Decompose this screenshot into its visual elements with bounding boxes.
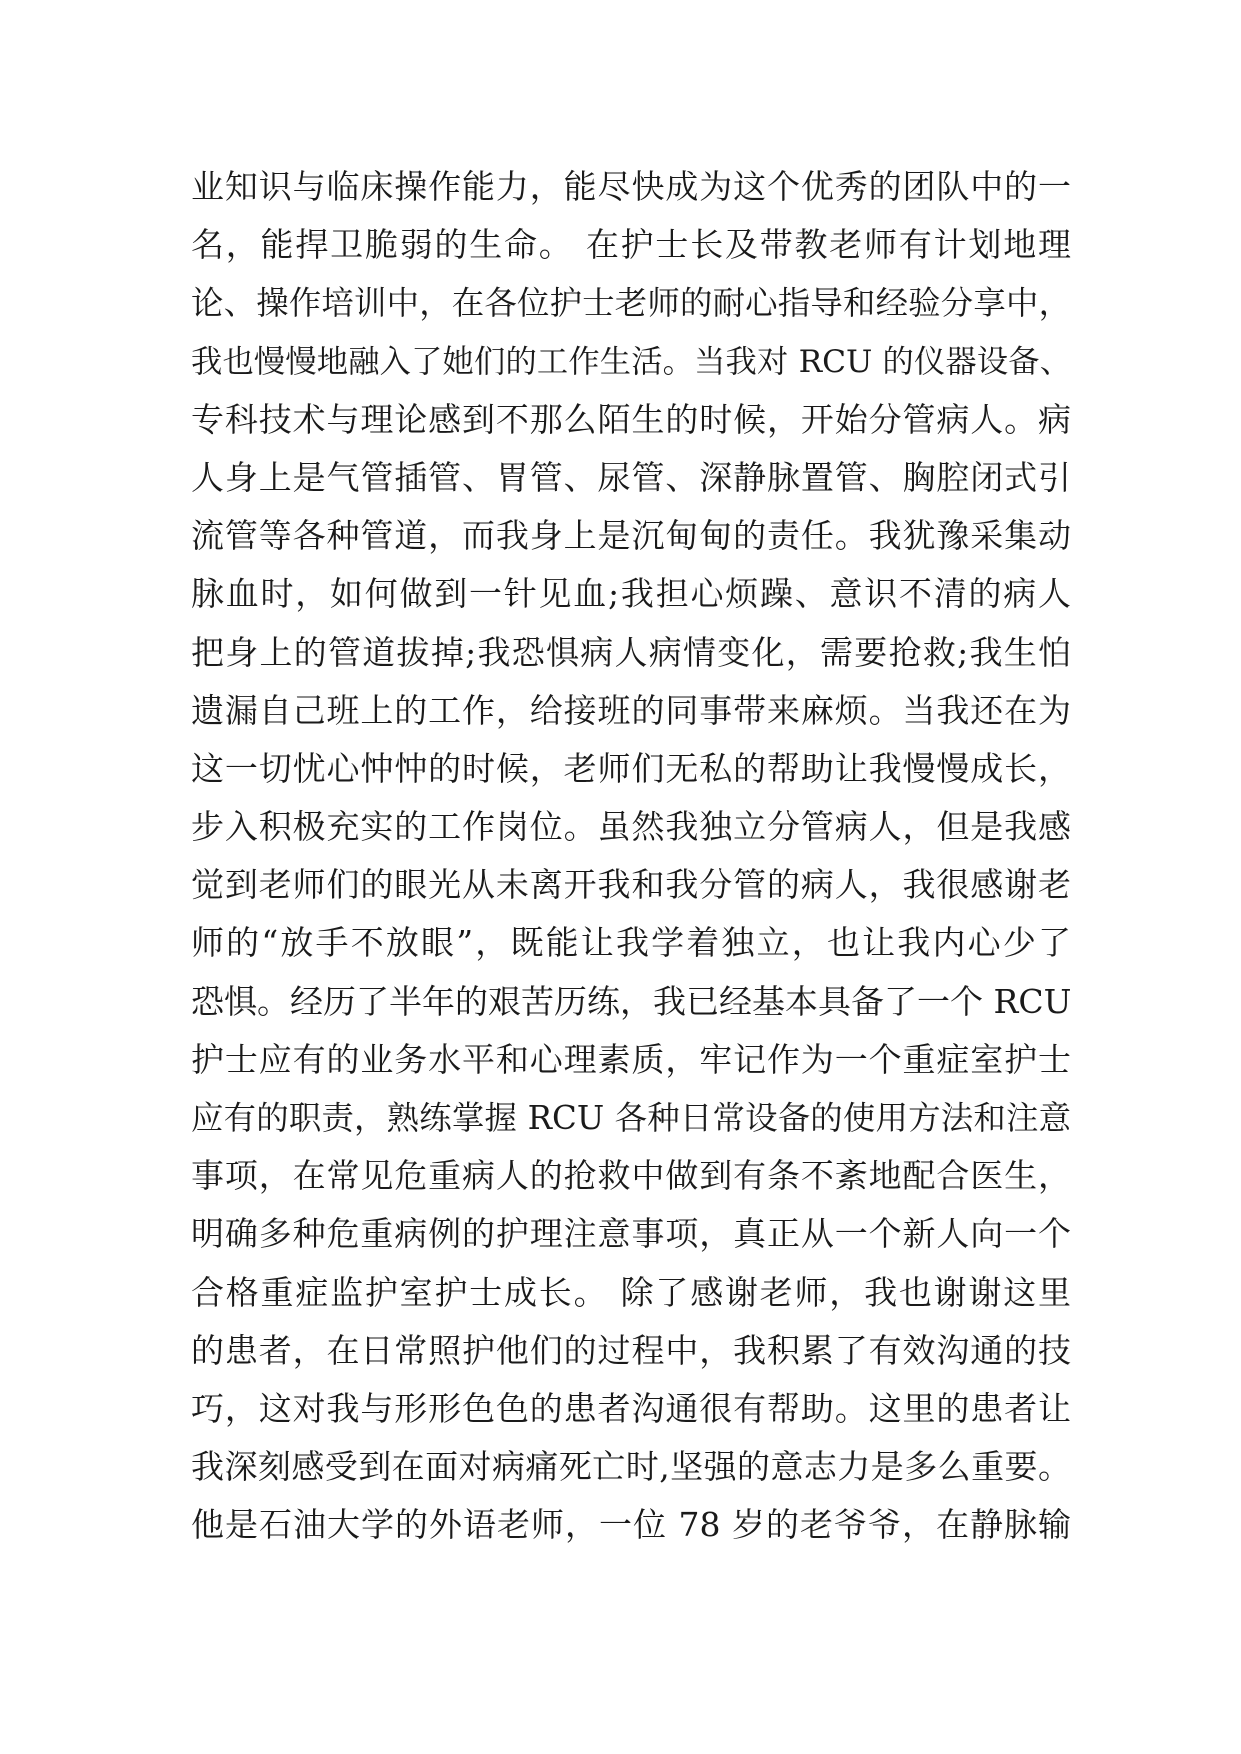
text-line: 的患者，在日常照护他们的过程中，我积累了有效沟通的技 [191, 1330, 1071, 1370]
text-line: 脉血时，如何做到一针见血;我担心烦躁、意识不清的病人 [191, 574, 1071, 614]
text-line: 这一切忧心忡忡的时候，老师们无私的帮助让我慢慢成长， [191, 748, 1071, 788]
text-line: 遗漏自己班上的工作，给接班的同事带来麻烦。当我还在为 [191, 690, 1071, 730]
text-line: 我深刻感受到在面对病痛死亡时,坚强的意志力是多么重要。 [191, 1447, 1071, 1487]
text-line: 步入积极充实的工作岗位。虽然我独立分管病人，但是我感 [191, 807, 1071, 847]
text-line: 我也慢慢地融入了她们的工作生活。当我对 RCU 的仪器设备、 [191, 343, 1071, 380]
text-line: 名，能捍卫脆弱的生命。 在护士长及带教老师有计划地理 [191, 225, 1071, 265]
text-line: 流管等各种管道，而我身上是沉甸甸的责任。我犹豫采集动 [191, 516, 1071, 556]
text-line: 觉到老师们的眼光从未离开我和我分管的病人，我很感谢老 [191, 865, 1071, 905]
text-line: 把身上的管道拔掉;我恐惧病人病情变化，需要抢救;我生怕 [191, 632, 1071, 672]
text-line: 护士应有的业务水平和心理素质，牢记作为一个重症室护士 [191, 1039, 1071, 1079]
text-line: 专科技术与理论感到不那么陌生的时候，开始分管病人。病 [191, 399, 1071, 439]
text-line: 事项，在常见危重病人的抢救中做到有条不紊地配合医生， [191, 1156, 1071, 1196]
text-line: 师的“放手不放眼”，既能让我学着独立，也让我内心少了 [191, 923, 1071, 963]
text-line: 论、操作培训中，在各位护士老师的耐心指导和经验分享中， [191, 284, 1071, 323]
text-line: 业知识与临床操作能力，能尽快成为这个优秀的团队中的一 [191, 167, 1071, 206]
body-text [191, 158, 1071, 1555]
text-line: 巧，这对我与形形色色的患者沟通很有帮助。这里的患者让 [191, 1388, 1071, 1428]
text-line: 他是石油大学的外语老师，一位 78 岁的老爷爷，在静脉输 [191, 1505, 1071, 1545]
text-line: 应有的职责，熟练掌握 RCU 各种日常设备的使用方法和注意 [191, 1099, 1071, 1137]
text-line: 合格重症监护室护士成长。 除了感谢老师，我也谢谢这里 [191, 1272, 1071, 1312]
text-line: 人身上是气管插管、胃管、尿管、深静脉置管、胸腔闭式引 [191, 457, 1071, 497]
text-line: 恐惧。经历了半年的艰苦历练，我已经基本具备了一个 RCU [191, 981, 1072, 1021]
text-line: 明确多种危重病例的护理注意事项，真正从一个新人向一个 [191, 1214, 1071, 1254]
